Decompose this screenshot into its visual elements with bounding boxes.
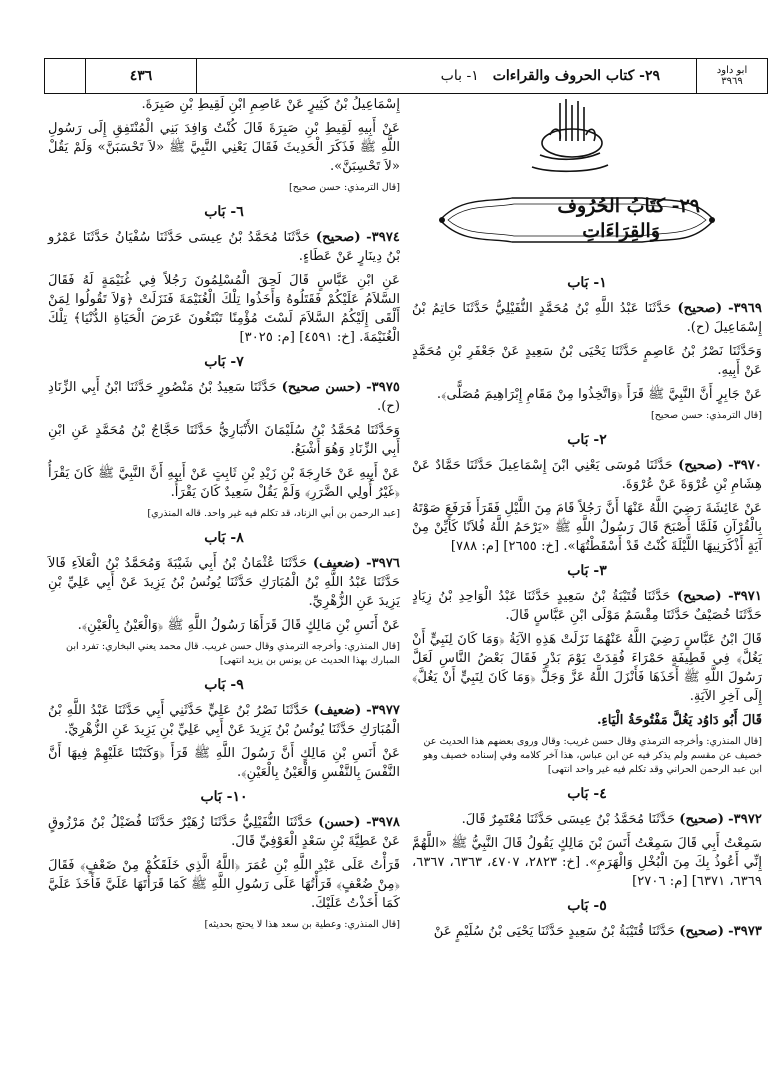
hadith-number: ٣٩٧٨- bbox=[366, 815, 400, 830]
hadith-grade: (صحيح) bbox=[677, 301, 723, 316]
hadith-grade: (حسن) bbox=[318, 815, 361, 830]
text-paragraph bbox=[48, 119, 400, 176]
paragraph-text: حَدَّثَنَا نَصْرُ بْنُ عَلِيٍّ حَدَّثَنِي أَبِي حَدَّثَنَا عَبْدُ اللَّهِ بْنُ الْمُبَارَكِ حَدَّثَنَا يُونُسُ بْنُ يَزِيدَ عَنْ أَبِي عَلِيِّ بْنِ يَزِيدَ عَنِ الزُّهْرِيِّ. bbox=[48, 703, 400, 737]
header-page-number: ٤٣٦ bbox=[85, 59, 196, 93]
hadith-grade: (صحيح) bbox=[315, 230, 361, 245]
chapter-heading: ١٠- بَاب bbox=[200, 789, 248, 805]
book-title-block bbox=[432, 190, 722, 250]
hadith-paragraph bbox=[48, 378, 400, 416]
paragraph-text: حَدَّثَنَا النُّفَيْلِيُّ حَدَّثَنَا زُهَيْرٌ حَدَّثَنَا فُضَيْلُ بْنُ مَرْزُوقٍ عَنْ عَطِيَّةَ بْنِ سَعْدٍ الْعَوْفِيِّ قَالَ. bbox=[48, 815, 400, 849]
paragraph-text: حَدَّثَنَا عَبْدُ اللَّهِ بْنُ مُحَمَّدٍ النُّفَيْلِيُّ حَدَّثَنَا حَاتِمُ بْنُ إِسْمَاعِيلَ (ح). bbox=[412, 301, 762, 335]
footnote: [قال المنذري: وعطية بن سعد هذا لا يحتج بحديثه] bbox=[204, 919, 400, 930]
hadith-grade: (صحيح) bbox=[676, 589, 722, 604]
chapter-heading: ١- بَاب bbox=[567, 275, 607, 291]
paragraph-text: حَدَّثَنَا مُحَمَّدُ بْنُ عِيسَى حَدَّثَنَا مُعْتَمِرٌ قَالَ. bbox=[461, 812, 676, 827]
paragraph-text: عَنْ جَابِرٍ أَنَّ النَّبِيَّ ﷺ قَرَأَ ﴿وَاتَّخِذُوا مِنْ مَقَامِ إِبْرَاهِيمَ مُصَلًّى﴾. bbox=[436, 387, 762, 402]
paragraph-text: حَدَّثَنَا سَعِيدُ بْنُ مَنْصُورٍ حَدَّثَنَا ابْنُ أَبِي الزِّنَادِ (ح). bbox=[48, 380, 400, 414]
right-column bbox=[412, 268, 762, 946]
paragraph-text: حَدَّثَنَا مُوسَى يَعْنِي ابْنَ إِسْمَاعِيلَ حَدَّثَنَا حَمَّادٌ عَنْ هِشَامِ بْنِ عُرْوَةَ عَنْ عُرْوَةَ. bbox=[412, 458, 762, 492]
paragraph-text: قَالَ أَبُو دَاوُد يَغُلَّ مَفْتُوحَةُ الْيَاءِ. bbox=[596, 713, 762, 728]
paragraph-text: عَنْ عَائِشَةَ رَضِيَ اللَّهُ عَنْهَا أَنَّ رَجُلاً قَامَ مِنَ اللَّيْلِ فَقَرَأَ فَرَفَعَ صَوْتَهُ بِالْقُرْآنِ فَلَمَّا أَصْبَحَ قَالَ رَسُولُ اللَّهِ ﷺ «يَرْحَمُ اللَّهُ فُلاَنًا كَأَيِّنْ مِنْ آيَةٍ أَذْكَرَنِيهَا اللَّيْلَةَ كُنْتُ قَدْ أَسْقَطْتُهَا». [خ: ٢٦٥٥] [م: ٧٨٨] bbox=[412, 501, 762, 554]
paragraph-text: قَالَ ابْنُ عَبَّاسٍ رَضِيَ اللَّهُ عَنْهُمَا نَزَلَتْ هَذِهِ الآيَةُ ﴿وَمَا كَانَ لِنَبِيٍّ أَنْ يَغُلَّ﴾ فِي قَطِيفَةٍ حَمْرَاءَ فُقِدَتْ يَوْمَ بَدْرٍ فَقَالَ بَعْضُ النَّاسِ لَعَلَّ رَسُولَ اللَّهِ ﷺ أَخَذَهَا فَأَنْزَلَ اللَّهُ عَزَّ وَجَلَّ ﴿وَمَا كَانَ لِنَبِيٍّ أَنْ يَغُلَّ﴾ إِلَى آخِرِ الآيَةِ. bbox=[412, 632, 762, 704]
text-paragraph bbox=[48, 421, 400, 459]
hadith-paragraph bbox=[48, 554, 400, 611]
text-paragraph bbox=[412, 630, 762, 706]
hadith-number: ٣٩٧٠- bbox=[728, 458, 762, 473]
book-title-line1: ٢٩- كتَابُ الحُرُوف bbox=[557, 195, 700, 217]
header-book-ref bbox=[696, 59, 767, 93]
chapter-heading: ٥- بَاب bbox=[567, 898, 607, 914]
text-paragraph bbox=[412, 385, 762, 404]
paragraph-text: وَحَدَّثَنَا نَصْرُ بْنُ عَاصِمٍ حَدَّثَنَا يَحْيَى بْنُ سَعِيدٍ عَنْ جَعْفَرِ بْنِ مُحَمَّدٍ عَنْ أَبِيهِ. bbox=[412, 344, 762, 378]
hadith-paragraph bbox=[412, 456, 762, 494]
chapter-heading: ٨- بَاب bbox=[204, 530, 244, 546]
hadith-grade: (صحيح) bbox=[678, 458, 723, 473]
text-paragraph bbox=[48, 95, 400, 114]
paragraph-text: قَرَأْتُ عَلَى عَبْدِ اللَّهِ بْنِ عُمَرَ ﴿اللَّهُ الَّذِي خَلَقَكُمْ مِنْ ضَعْفٍ﴾ فَقَالَ ﴿مِنْ ضُعْفٍ﴾ قَرَأْتُهَا عَلَى رَسُولِ اللَّهِ ﷺ كَمَا قَرَأْتَهَا عَلَيَّ فَأَخَذَ عَلَيَّ كَمَا أَخَذْتُ عَلَيْكَ. bbox=[48, 858, 400, 911]
hadith-paragraph bbox=[412, 810, 762, 829]
chapter-heading: ٦- بَاب bbox=[204, 204, 244, 220]
text-paragraph bbox=[48, 464, 400, 502]
hadith-paragraph bbox=[412, 922, 762, 941]
header-title bbox=[196, 59, 696, 93]
paragraph-text: عَنْ أَبِيهِ لَقِيطِ بْنِ صَبِرَةَ قَالَ كُنْتُ وَافِدَ بَنِي الْمُنْتَفِقِ إِلَى رَسُولِ اللَّهِ ﷺ فَذَكَرَ الْحَدِيثَ فَقَالَ يَعْنِي النَّبِيَّ ﷺ «لاَ تَحْسَبَنَّ» وَلَمْ يَقُلْ «لاَ تَحْسِبَنَّ». bbox=[48, 121, 400, 174]
paragraph-text: عَنِ ابْنِ عَبَّاسٍ قَالَ لَحِقَ الْمُسْلِمُونَ رَجُلاً فِي غُنَيْمَةٍ لَهُ فَقَالَ السَّلاَمُ عَلَيْكُمْ فَقَتَلُوهُ وَأَخَذُوا تِلْكَ الْغُنَيْمَةَ فَنَزَلَتْ ﴿وَلاَ تَقُولُوا لِمَنْ أَلْقَى إِلَيْكُمُ السَّلاَمَ لَسْتَ مُؤْمِنًا تَبْتَغُونَ عَرَضَ الْحَيَاةِ الدُّنْيَا﴾ تِلْكَ الْغُنَيْمَةَ. [خ: ٤٥٩١] [م: ٣٠٢٥] bbox=[48, 273, 400, 345]
paragraph-text: عَنْ أَنَسِ بْنِ مَالِكٍ قَالَ قَرَأَهَا رَسُولُ اللَّهِ ﷺ ﴿وَالْعَيْنُ بِالْعَيْنِ﴾. bbox=[77, 618, 400, 633]
footnote: [قال الترمذي: حسن صحيح] bbox=[288, 182, 400, 193]
chapter-heading: ٧- بَاب bbox=[204, 354, 244, 370]
hadith-grade: (حسن صحيح) bbox=[281, 380, 362, 395]
paragraph-text: حَدَّثَنَا قُتَيْبَةُ بْنُ سَعِيدٍ حَدَّثَنَا عَبْدُ الْوَاحِدِ بْنُ زِيَادٍ حَدَّثَنَا خُصَيْفٌ حَدَّثَنَا مِقْسَمٌ مَوْلَى ابْنِ عَبَّاسٍ قَالَ. bbox=[412, 589, 762, 623]
text-paragraph bbox=[412, 834, 762, 891]
paragraph-text: عَنْ أَنَسِ بْنِ مَالِكٍ أَنَّ رَسُولَ اللَّهِ ﷺ قَرَأَ ﴿وَكَتَبْنَا عَلَيْهِمْ فِيهَا أَنَّ النَّفْسَ بِالنَّفْسِ وَالْعَيْنُ بِالْعَيْنِ﴾. bbox=[48, 746, 400, 780]
paragraph-text: عَنْ أَبِيهِ عَنْ خَارِجَةَ بْنِ زَيْدِ بْنِ ثَابِتٍ عَنْ أَبِيهِ أَنَّ النَّبِيَّ ﷺ كَانَ يَقْرَأُ ﴿غَيْرُ أُولِي الضَّرَرِ﴾ وَلَمْ يَقُلْ سَعِيدٌ كَانَ يَقْرَأُ. bbox=[48, 466, 400, 500]
chapter-heading: ٢- بَاب bbox=[567, 432, 607, 448]
hadith-paragraph bbox=[48, 701, 400, 739]
hadith-paragraph bbox=[412, 299, 762, 337]
footnote: [قال الترمذي: حسن صحيح] bbox=[650, 410, 762, 421]
header-book-title: ٢٩- كتاب الحروف والقراءات bbox=[492, 68, 660, 84]
paragraph-text: حَدَّثَنَا عُثْمَانُ بْنُ أَبِي شَيْبَةَ وَمُحَمَّدُ بْنُ الْعَلاَءِ قَالاَ حَدَّثَنَا عَبْدُ اللَّهِ بْنُ الْمُبَارَكِ حَدَّثَنَا يُونُسُ بْنُ يَزِيدَ عَنْ أَبِي عَلِيِّ بْنِ يَزِيدَ عَنِ الزُّهْرِيِّ. bbox=[48, 556, 400, 609]
hadith-grade: (صحيح) bbox=[679, 812, 724, 827]
text-paragraph bbox=[48, 271, 400, 347]
footnote: [قال المنذري: وأخرجه الترمذي وقال حسن غريب. قال محمد يعني البخاري: تفرد ابن المبارك بهذا الحديث عن يونس بن يزيد انتهى] bbox=[66, 641, 400, 666]
header-book-short: ابو داود bbox=[716, 65, 748, 76]
footnote: [عبد الرحمن بن أبي الزناد، قد تكلم فيه غير واحد. قاله المنذري] bbox=[147, 508, 400, 519]
paragraph-text: وَحَدَّثَنَا مُحَمَّدُ بْنُ سُلَيْمَانَ الأَنْبَارِيُّ حَدَّثَنَا حَجَّاجُ بْنُ مُحَمَّدٍ عَنِ ابْنِ أَبِي الزِّنَادِ وَهُوَ أَشْبَعُ. bbox=[48, 423, 400, 457]
paragraph-text: إِسْمَاعِيلُ بْنُ كَثِيرٍ عَنْ عَاصِمِ ابْنِ لَقِيطِ بْنِ صَبِرَةَ. bbox=[141, 97, 400, 112]
text-paragraph bbox=[48, 856, 400, 913]
text-paragraph bbox=[48, 744, 400, 782]
text-paragraph bbox=[412, 342, 762, 380]
text-paragraph bbox=[412, 499, 762, 556]
hadith-paragraph bbox=[48, 228, 400, 266]
hadith-number: ٣٩٧١- bbox=[728, 589, 762, 604]
page-header bbox=[44, 58, 768, 94]
left-column bbox=[48, 95, 400, 940]
hadith-grade: (صحيح) bbox=[679, 924, 724, 939]
hadith-paragraph bbox=[412, 587, 762, 625]
hadith-number: ٣٩٧٦- bbox=[366, 556, 400, 571]
header-chapter: ١- باب bbox=[440, 68, 479, 84]
paragraph-text: حَدَّثَنَا قُتَيْبَةُ بْنُ سَعِيدٍ حَدَّثَنَا يَحْيَى بْنُ سُلَيْمٍ عَنْ bbox=[433, 924, 676, 939]
book-title-line2: وَالقِرَاءَاتِ bbox=[582, 220, 660, 242]
hadith-number: ٣٩٦٩- bbox=[728, 301, 762, 316]
header-book-hadith: ٣٩٦٩ bbox=[721, 76, 743, 87]
hadith-number: ٣٩٧٤- bbox=[366, 230, 400, 245]
book-title-text bbox=[557, 194, 700, 244]
text-paragraph bbox=[412, 711, 762, 730]
hadith-paragraph bbox=[48, 813, 400, 851]
chapter-heading: ٤- بَاب bbox=[567, 786, 607, 802]
paragraph-text: حَدَّثَنَا مُحَمَّدُ بْنُ عِيسَى حَدَّثَنَا سُفْيَانُ حَدَّثَنَا عَمْرُو بْنُ دِينَارٍ عَنْ عَطَاءٍ. bbox=[48, 230, 400, 264]
chapter-heading: ٣- بَاب bbox=[567, 563, 607, 579]
hadith-number: ٣٩٧٧- bbox=[366, 703, 400, 718]
hadith-grade: (ضعيف) bbox=[312, 556, 361, 571]
basmala-calligraphy-icon bbox=[520, 95, 618, 175]
paragraph-text: سَمِعْتُ أَبِي قَالَ سَمِعْتُ أَنَسَ بْنَ مَالِكٍ يَقُولُ قَالَ النَّبِيُّ ﷺ «اللَّهُمَّ إِنِّي أَعُوذُ بِكَ مِنَ الْبُخْلِ وَالْهَرَمِ». [خ: ٢٨٢٣، ٤٧٠٧، ٦٣٦٣، ٦٣٦٧، ٦٣٦٩، ٦٣٧١] [م: ٢٧٠٦] bbox=[412, 836, 763, 889]
header-empty-cell bbox=[45, 59, 85, 93]
hadith-number: ٣٩٧٥- bbox=[366, 380, 400, 395]
footnote: [قال المنذري: وأخرجه الترمذي وقال حسن غريب: وقال وروى بعضهم هذا الحديث عن خصيف عن مقسم ولم يذكر فيه عن ابن عباس، هذا آخر كلامه وفي إسناده خصيف وهو ابن عبد الرحمن الحراني وقد تكلم فيه غير واحد انتهى] bbox=[423, 736, 762, 775]
chapter-heading: ٩- بَاب bbox=[204, 677, 244, 693]
hadith-number: ٣٩٧٣- bbox=[728, 924, 762, 939]
hadith-grade: (ضعيف) bbox=[313, 703, 362, 718]
hadith-number: ٣٩٧٢- bbox=[728, 812, 762, 827]
text-paragraph bbox=[48, 616, 400, 635]
